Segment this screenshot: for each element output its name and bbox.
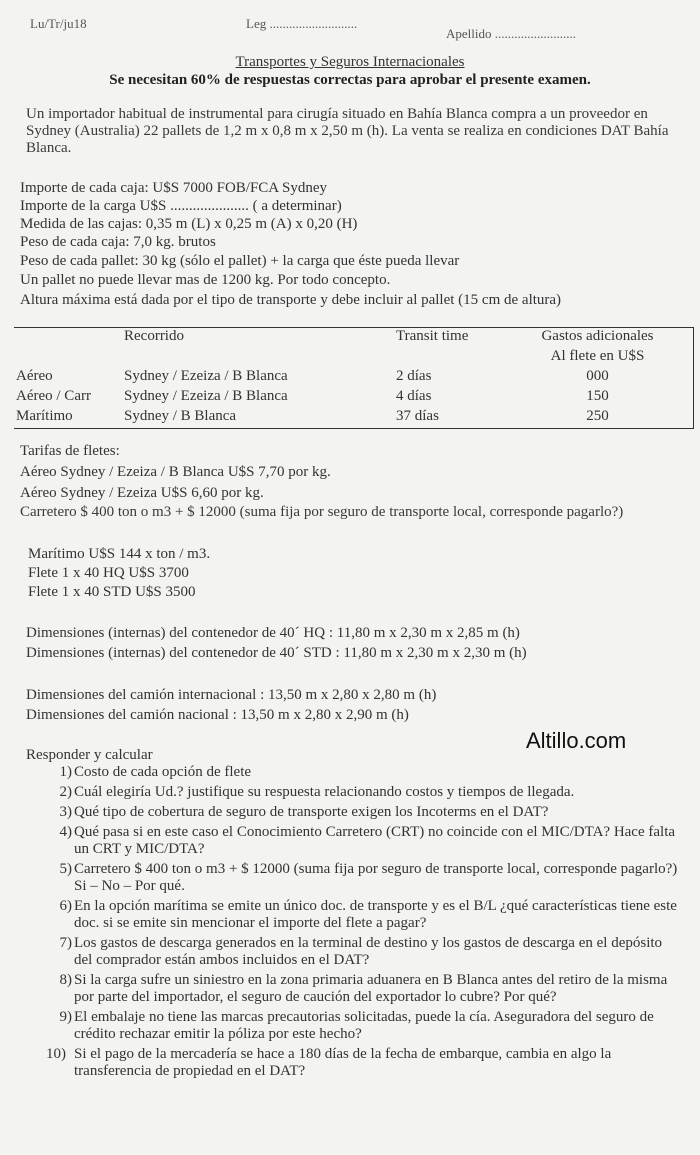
header-apellido: Apellido ......................... — [446, 26, 576, 41]
table-cell: 2 días — [396, 368, 432, 384]
table-row — [14, 408, 694, 429]
header-date: Lu/Tr/ju18 — [30, 16, 87, 31]
list-item — [26, 824, 678, 858]
container-dimensions: Dimensiones (internas) del contenedor de 40´ HQ : 11,80 m x 2,30 m x 2,85 m (h) — [26, 625, 520, 641]
tariff-line: Flete 1 x 40 HQ U$S 3700 — [28, 565, 189, 581]
table-row — [14, 388, 694, 408]
table-cell: Aéreo / Carr — [16, 388, 91, 404]
watermark-logo: Altillo.com — [526, 728, 627, 753]
question-text: El embalaje no tiene las marcas precautorias solicitadas, puede la cía. Aseguradora del seguro de crédito rechazar emitir la póliza por este hecho? — [74, 1009, 654, 1042]
table-header-cell: Transit time — [396, 328, 469, 344]
table-header-sub: Al flete en U$S — [550, 348, 645, 364]
table-cell: 37 días — [396, 408, 439, 424]
question-text: Si el pago de la mercadería se hace a 180 días de la fecha de embarque, cambia en algo la transferencia de propiedad en el DAT? — [74, 1046, 612, 1079]
question-number: 8) — [59, 972, 72, 988]
questions-heading: Responder y calcular — [26, 747, 153, 763]
truck-dimensions: Dimensiones del camión internacional : 13,50 m x 2,80 x 2,80 m (h) — [26, 687, 437, 703]
question-number: 3) — [59, 804, 72, 820]
exam-subtitle: Se necesitan 60% de respuestas correctas para aprobar el presente examen. — [109, 72, 591, 88]
question-number: 10) — [46, 1046, 66, 1062]
question-number: 1) — [59, 764, 72, 780]
detail-line: Medida de las cajas: 0,35 m (L) x 0,25 m (A) x 0,20 (H) — [20, 216, 358, 232]
table-cell: Sydney / Ezeiza / B Blanca — [124, 388, 288, 404]
list-item — [26, 784, 678, 801]
list-item — [26, 972, 678, 1006]
container-dimensions: Dimensiones (internas) del contenedor de 40´ STD : 11,80 m x 2,30 m x 2,30 m (h) — [26, 645, 527, 661]
list-item — [26, 764, 678, 781]
table-cell: Sydney / Ezeiza / B Blanca — [124, 368, 288, 384]
question-text: Si la carga sufre un siniestro en la zona primaria aduanera en B Blanca antes del retiro de la misma por parte del importador, el seguro de caución del exportador lo cubre? Por qué? — [74, 972, 668, 1005]
question-number: 6) — [59, 898, 72, 914]
table-header-row — [14, 328, 694, 349]
table-header-cell: Recorrido — [124, 328, 184, 344]
list-item — [26, 935, 678, 969]
table-row — [14, 368, 694, 388]
table-header-cell — [14, 328, 122, 349]
table-cell: 4 días — [396, 388, 432, 404]
tariffs-heading: Tarifas de fletes: — [20, 443, 120, 459]
question-number: 7) — [59, 935, 72, 951]
list-item — [26, 861, 678, 895]
tariff-line: Marítimo U$S 144 x ton / m3. — [28, 546, 211, 562]
tariff-line: Carretero $ 400 ton o m3 + $ 12000 (suma fija por seguro de transporte local, corresponde pagarlo?) — [20, 504, 624, 520]
truck-dimensions: Dimensiones del camión nacional : 13,50 m x 2,80 x 2,90 m (h) — [26, 707, 409, 723]
questions-list — [26, 764, 678, 1083]
question-number: 9) — [59, 1009, 72, 1025]
table-header-cell: Gastos adicionales — [541, 328, 654, 344]
question-text: Los gastos de descarga generados en la terminal de destino y los gastos de descarga en el depósito del comprador están ambos incluidos en el DAT? — [74, 935, 663, 968]
list-item — [26, 804, 678, 821]
question-number: 2) — [59, 784, 72, 800]
detail-line: Un pallet no puede llevar mas de 1200 kg. Por todo concepto. — [20, 272, 391, 288]
table-cell: Aéreo — [16, 368, 53, 384]
question-text: Qué pasa si en este caso el Conocimiento Carretero (CRT) no coincide con el MIC/DTA? Hace falta un CRT y MIC/DTA? — [74, 824, 676, 857]
question-text: En la opción marítima se emite un único doc. de transporte y es el B/L ¿qué características tiene este doc. si se emite sin mencionar el importe del flete a pagar? — [74, 898, 677, 931]
question-text: Qué tipo de cobertura de seguro de transporte exigen los Incoterms en el DAT? — [74, 804, 549, 820]
header-leg: Leg ........................... — [246, 16, 358, 31]
table-header-sub-row — [14, 348, 694, 368]
exam-title: Transportes y Seguros Internacionales — [235, 54, 465, 70]
table-cell: 250 — [586, 408, 609, 424]
tariff-line: Flete 1 x 40 STD U$S 3500 — [28, 584, 196, 600]
detail-line: Importe de la carga U$S ..................... ( a determinar) — [20, 198, 342, 214]
table-cell: Sydney / B Blanca — [124, 408, 237, 424]
routes-table — [14, 327, 694, 429]
detail-line: Importe de cada caja: U$S 7000 FOB/FCA Sydney — [20, 180, 328, 196]
question-text: Cuál elegiría Ud.? justifique su respuesta relacionando costos y tiempos de llegada. — [74, 784, 575, 800]
intro-paragraph: Un importador habitual de instrumental para cirugía situado en Bahía Blanca compra a un proveedor en Sydney (Australia) 22 pallets de 1,2 m x 0,8 m x 2,50 m (h). La venta se realiza en condiciones DAT Bahía Blanca. — [26, 106, 669, 156]
detail-line: Peso de cada pallet: 30 kg (sólo el pallet) + la carga que éste pueda llevar — [20, 253, 460, 269]
list-item — [26, 1046, 678, 1080]
detail-line: Peso de cada caja: 7,0 kg. brutos — [20, 234, 216, 250]
question-text: Carretero $ 400 ton o m3 + $ 12000 (suma fija por seguro de transporte local, corresponde pagarlo?) Si – No – Por qué. — [74, 861, 678, 894]
tariff-line: Aéreo Sydney / Ezeiza / B Blanca U$S 7,70 por kg. — [20, 464, 331, 480]
question-number: 4) — [59, 824, 72, 840]
table-cell: Marítimo — [16, 408, 73, 424]
question-text: Costo de cada opción de flete — [74, 764, 252, 780]
detail-line: Altura máxima está dada por el tipo de transporte y debe incluir al pallet (15 cm de altura) — [20, 292, 562, 308]
table-cell: 000 — [586, 368, 609, 384]
question-number: 5) — [59, 861, 72, 877]
list-item — [26, 1009, 678, 1043]
table-cell: 150 — [586, 388, 609, 404]
tariff-line: Aéreo Sydney / Ezeiza U$S 6,60 por kg. — [20, 485, 264, 501]
list-item — [26, 898, 678, 932]
